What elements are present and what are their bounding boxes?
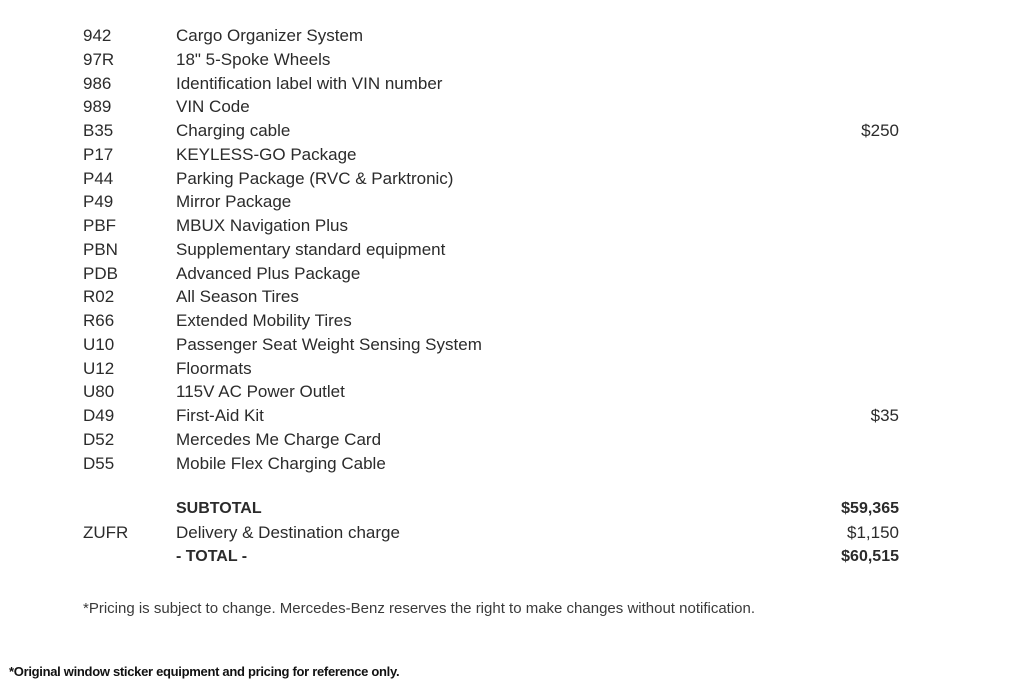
option-description: KEYLESS-GO Package bbox=[176, 144, 357, 164]
option-description: 115V AC Power Outlet bbox=[176, 382, 345, 402]
option-description: Passenger Seat Weight Sensing System bbox=[176, 334, 482, 354]
option-price: $35 bbox=[870, 406, 899, 425]
option-row bbox=[83, 72, 903, 96]
option-code: U12 bbox=[83, 358, 115, 378]
option-code: D49 bbox=[83, 406, 115, 425]
option-description: MBUX Navigation Plus bbox=[176, 216, 348, 235]
option-description: 18" 5-Spoke Wheels bbox=[176, 49, 331, 69]
subtotal-price: $59,365 bbox=[841, 500, 899, 517]
option-code: PBF bbox=[83, 216, 117, 235]
option-price: $250 bbox=[861, 121, 899, 140]
option-row bbox=[83, 380, 903, 404]
option-code: 942 bbox=[83, 26, 112, 45]
option-code: PBN bbox=[83, 239, 118, 259]
option-code: D52 bbox=[83, 429, 115, 449]
option-code: 989 bbox=[83, 97, 112, 117]
option-description: Parking Package (RVC & Parktronic) bbox=[176, 168, 454, 188]
option-description: Supplementary standard equipment bbox=[176, 239, 446, 259]
option-row bbox=[83, 404, 903, 428]
option-row bbox=[83, 452, 903, 476]
option-row bbox=[83, 309, 903, 333]
option-description: Charging cable bbox=[176, 121, 291, 140]
option-code: D55 bbox=[83, 453, 115, 473]
option-code: R02 bbox=[83, 287, 115, 307]
subtotal-label: SUBTOTAL bbox=[176, 500, 262, 517]
option-description: All Season Tires bbox=[176, 287, 299, 307]
option-description: Identification label with VIN number bbox=[176, 73, 443, 93]
option-code: R66 bbox=[83, 311, 115, 330]
option-row bbox=[83, 119, 903, 143]
option-description: Mobile Flex Charging Cable bbox=[176, 453, 386, 473]
option-row bbox=[83, 428, 903, 452]
delivery-row bbox=[83, 521, 903, 545]
option-row bbox=[83, 167, 903, 191]
option-code: P17 bbox=[83, 144, 114, 164]
option-code: U80 bbox=[83, 382, 115, 402]
delivery-label: Delivery & Destination charge bbox=[176, 522, 400, 542]
option-description: Extended Mobility Tires bbox=[176, 311, 352, 330]
option-description: Cargo Organizer System bbox=[176, 26, 364, 45]
total-row bbox=[83, 545, 903, 569]
subtotal-row bbox=[83, 497, 903, 521]
option-code: P49 bbox=[83, 192, 114, 212]
total-label: - TOTAL - bbox=[176, 547, 248, 565]
option-row bbox=[83, 262, 903, 286]
option-row bbox=[83, 333, 903, 357]
option-row bbox=[83, 357, 903, 381]
delivery-price: $1,150 bbox=[847, 522, 899, 542]
reference-footnote: *Original window sticker equipment and pricing for reference only. bbox=[9, 664, 400, 679]
option-row bbox=[83, 24, 903, 48]
option-code: PDB bbox=[83, 263, 118, 283]
option-row bbox=[83, 285, 903, 309]
option-description: Mirror Package bbox=[176, 192, 292, 212]
option-code: 97R bbox=[83, 49, 115, 69]
option-description: First-Aid Kit bbox=[176, 406, 264, 425]
option-row bbox=[83, 143, 903, 167]
option-description: Advanced Plus Package bbox=[176, 263, 361, 283]
option-row bbox=[83, 238, 903, 262]
options-list bbox=[83, 24, 903, 475]
option-code: B35 bbox=[83, 121, 114, 140]
option-description: Mercedes Me Charge Card bbox=[176, 429, 382, 449]
option-description: VIN Code bbox=[176, 97, 250, 117]
pricing-disclaimer: *Pricing is subject to change. Mercedes-Benz reserves the right to make changes without notification. bbox=[83, 600, 756, 617]
option-code: P44 bbox=[83, 168, 114, 188]
totals-section bbox=[83, 497, 903, 568]
option-row bbox=[83, 95, 903, 119]
option-row bbox=[83, 214, 903, 238]
option-code: U10 bbox=[83, 334, 115, 354]
option-row bbox=[83, 190, 903, 214]
option-code: 986 bbox=[83, 73, 112, 93]
option-row bbox=[83, 48, 903, 72]
total-price: $60,515 bbox=[841, 547, 899, 565]
option-description: Floormats bbox=[176, 358, 252, 378]
delivery-code: ZUFR bbox=[83, 522, 129, 542]
